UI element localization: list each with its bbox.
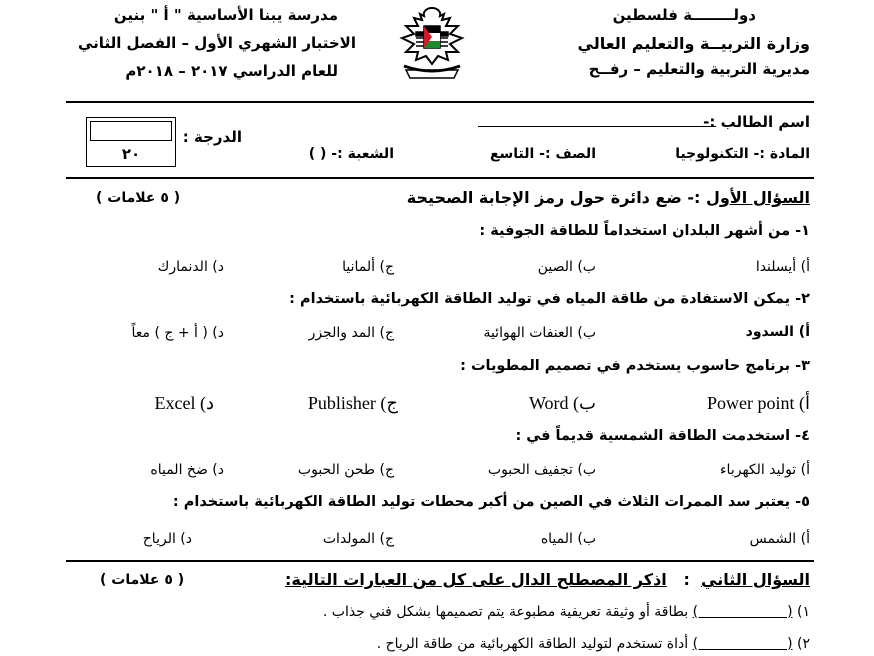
- section2-instruction: اذكر المصطلح الدال على كل من العبارات التالية:: [285, 570, 667, 589]
- q1-option-a[interactable]: أ) أيسلندا: [755, 259, 810, 275]
- q4-option-d[interactable]: د) ضخ المياه: [150, 462, 224, 478]
- grade-score-field[interactable]: [90, 121, 172, 141]
- section-label: الشعبة :- ( ): [308, 146, 394, 162]
- section1-instruction: :- ضع دائرة حول رمز الإجابة الصحيحة: [406, 188, 701, 207]
- section1-title: السؤال الأول: [706, 188, 810, 207]
- s2-item-2: [377, 636, 810, 652]
- q1-option-b[interactable]: ب) الصين: [537, 259, 596, 275]
- q1-option-d[interactable]: د) الدنمارك: [157, 259, 224, 275]
- q5-option-a[interactable]: أ) الشمس: [749, 531, 810, 547]
- q2-text: ٢- يمكن الاستفادة من طاقة المياه في توليد الطاقة الكهربائية باستخدام :: [289, 291, 810, 307]
- header-exam: الاختبار الشهري الأول – الفصل الثاني: [78, 34, 356, 52]
- s2-item-2-text: أداة تستخدم لتوليد الطاقة الكهربائية من طاقة الرياح .: [376, 636, 689, 652]
- emblem-icon: [396, 2, 468, 82]
- student-name-line[interactable]: [478, 126, 716, 127]
- s2-item-1-blank[interactable]: ( ): [692, 604, 793, 620]
- q4-option-b[interactable]: ب) تجفيف الحبوب: [487, 462, 596, 478]
- s2-item-1-number: ١): [797, 604, 810, 620]
- student-name-label: اسم الطالب :-: [703, 113, 810, 131]
- s2-item-1: [323, 604, 810, 620]
- q5-option-c[interactable]: ج) المولدات: [322, 531, 394, 547]
- s2-item-2-blank[interactable]: ( ): [692, 636, 793, 652]
- section-divider: [66, 560, 814, 562]
- grade-box: [86, 117, 176, 167]
- q3-option-a[interactable]: أ) Power point: [707, 393, 810, 413]
- header-divider: [66, 101, 814, 103]
- q1-option-c[interactable]: ج) ألمانيا: [342, 259, 394, 275]
- header-school: مدرسة يبنا الأساسية " أ " بنين: [113, 6, 338, 24]
- header-ministry: وزارة التربيــة والتعليم العالي: [577, 34, 810, 53]
- q3-option-c[interactable]: ج) Publisher: [307, 393, 398, 413]
- q2-option-d[interactable]: د) ( أ + ج ) معاً: [131, 325, 224, 341]
- q4-option-c[interactable]: ج) طحن الحبوب: [297, 462, 394, 478]
- q5-text: ٥- يعتبر سد الممرات الثلاث في الصين من أكبر محطات توليد الطاقة الكهربائية باستخدام :: [172, 494, 810, 510]
- q4-option-a[interactable]: أ) توليد الكهرباء: [719, 462, 810, 478]
- q3-option-d[interactable]: د) Excel: [154, 393, 214, 413]
- grade-label: الدرجة :: [182, 128, 242, 146]
- section2-title-row: السؤال الثاني : اذكر المصطلح الدال على كل من العبارات التالية:: [285, 570, 810, 589]
- section1-marks: ( ٥ علامات ): [96, 190, 181, 206]
- header-country: دولــــــــة فلسطين: [612, 6, 756, 24]
- section2-marks: ( ٥ علامات ): [100, 572, 185, 588]
- q2-option-c[interactable]: ج) المد والجزر: [308, 325, 394, 341]
- section1-title-row: [407, 188, 810, 207]
- q3-option-b[interactable]: ب) Word: [529, 393, 596, 413]
- s2-item-2-number: ٢): [797, 636, 810, 652]
- header-directorate: مديرية التربية والتعليم – رفــح: [588, 60, 810, 78]
- q3-text: ٣- برنامج حاسوب يستخدم في تصميم المطويات :: [460, 358, 810, 374]
- q1-text: ١- من أشهر البلدان استخداماً للطاقة الجوفية :: [479, 223, 810, 239]
- s2-item-1-text: بطاقة أو وثيقة تعريفية مطبوعة يتم تصميمها بشكل فني جذاب .: [322, 604, 689, 620]
- subject-label: المادة :- التكنولوجيا: [675, 146, 810, 162]
- q5-option-d[interactable]: د) الرياح: [142, 531, 192, 547]
- q4-text: ٤- استخدمت الطاقة الشمسية قديماً في :: [515, 428, 810, 444]
- q2-option-a[interactable]: أ) السدود: [745, 324, 810, 340]
- header-year: للعام الدراسي ٢٠١٧ – ٢٠١٨م: [125, 62, 338, 80]
- section2-title: السؤال الثاني: [701, 570, 810, 589]
- q5-option-b[interactable]: ب) المياه: [540, 531, 596, 547]
- class-label: الصف :- التاسع: [489, 146, 596, 162]
- grade-total: ٢٠: [121, 145, 141, 163]
- info-divider: [66, 177, 814, 179]
- q2-option-b[interactable]: ب) العنفات الهوائية: [483, 325, 596, 341]
